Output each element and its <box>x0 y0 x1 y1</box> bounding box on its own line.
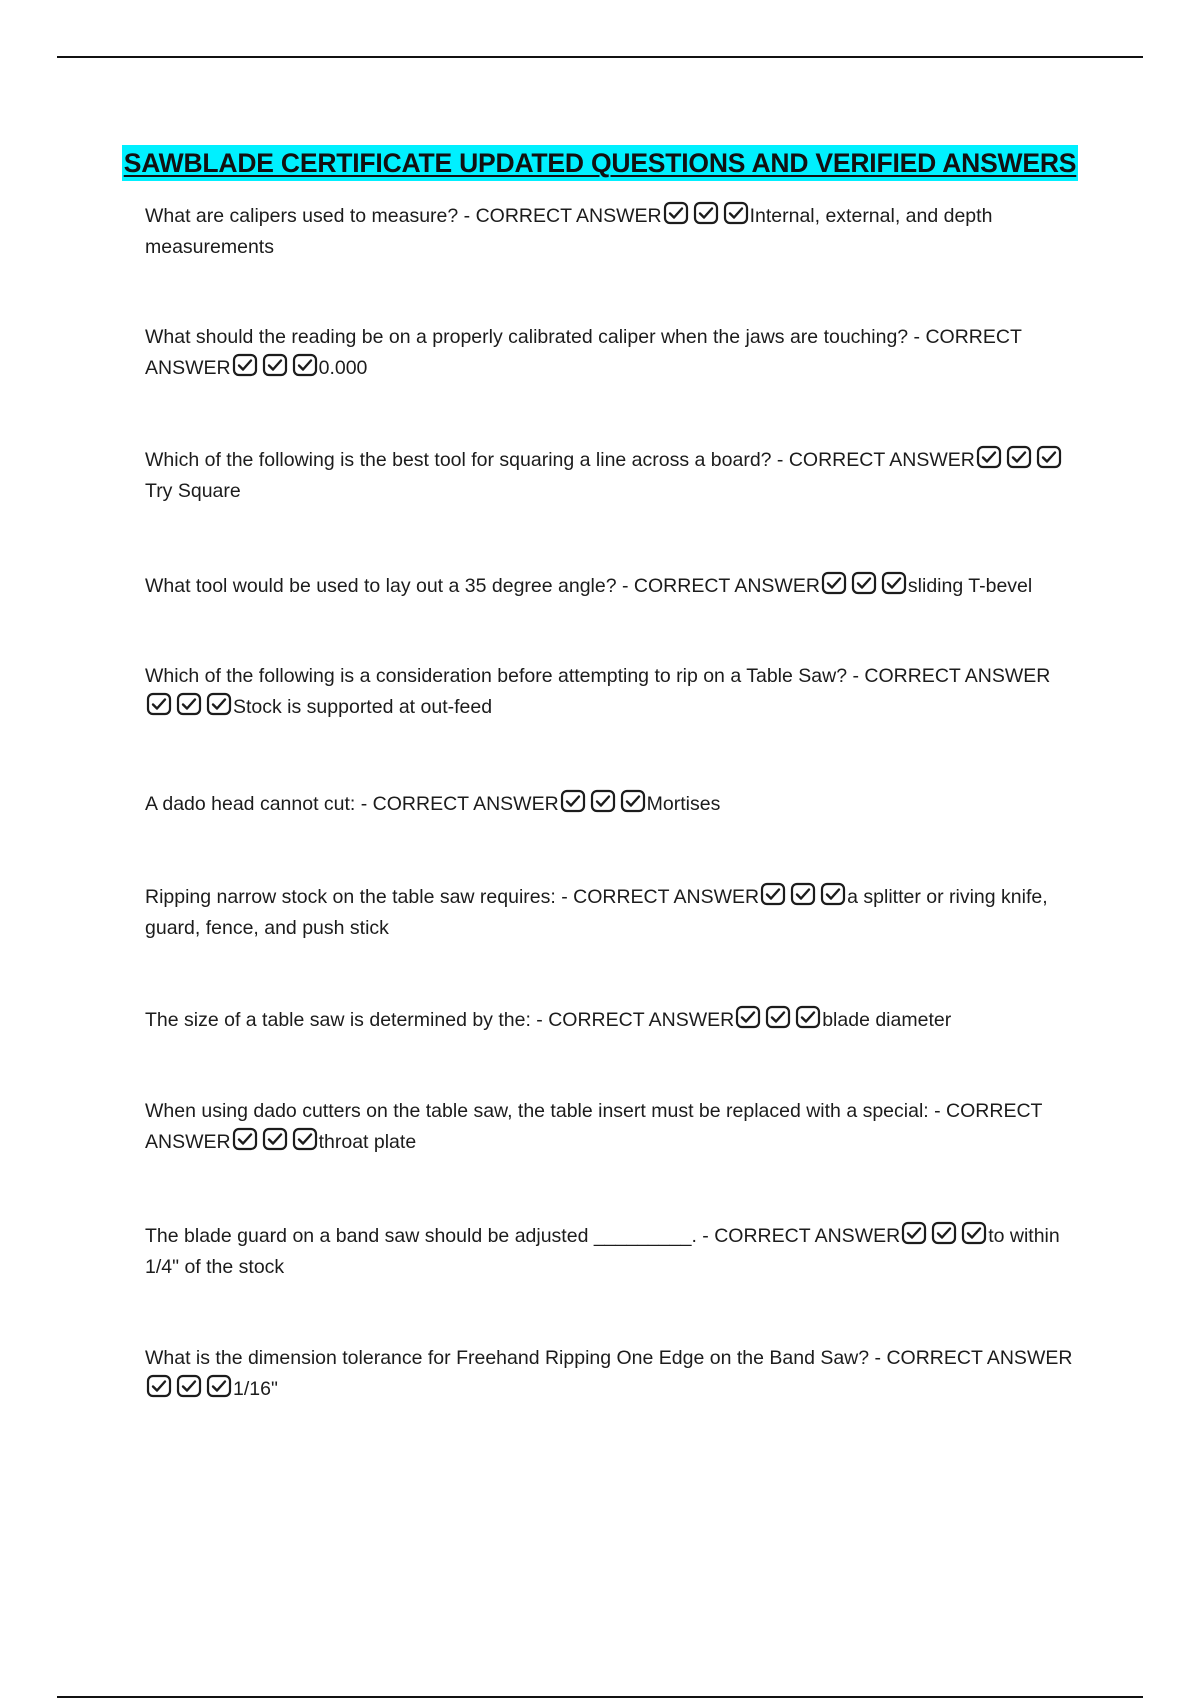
answer-marker: - CORRECT ANSWER <box>458 205 662 227</box>
answer-marker: - CORRECT ANSWER <box>530 1009 735 1031</box>
check-box-icon <box>292 1127 318 1151</box>
bottom-rule <box>57 1696 1143 1698</box>
question-text: The blade guard on a band saw should be adjusted _________. <box>145 1225 697 1247</box>
answer-marker: - CORRECT ANSWER <box>145 1100 1043 1153</box>
check-box-icon <box>795 1005 821 1029</box>
answer-checkmarks <box>663 201 749 225</box>
question-text: What should the reading be on a properly calibrated caliper when the jaws are touching? <box>145 326 909 348</box>
answer-marker: - CORRECT ANSWER <box>145 326 1022 379</box>
question-text: Which of the following is a consideration before attempting to rip on a Table Saw? <box>145 665 848 687</box>
answer-text: 1/16" <box>233 1378 278 1400</box>
answer-marker: - CORRECT ANSWER <box>869 1347 1073 1369</box>
answer-marker: - CORRECT ANSWER <box>555 886 760 908</box>
title-wrap <box>0 145 1200 181</box>
answer-text: a splitter or riving knife, guard, fence, and push stick <box>145 886 1048 939</box>
check-box-icon <box>976 445 1002 469</box>
answer-marker: - CORRECT ANSWER <box>847 665 1051 687</box>
answer-text: Try Square <box>145 480 241 502</box>
qa-item <box>145 1096 1075 1158</box>
check-box-icon <box>232 1127 258 1151</box>
check-box-icon <box>723 201 749 225</box>
question-text: When using dado cutters on the table saw, the table insert must be replaced with a special: <box>145 1100 929 1122</box>
check-box-icon <box>820 882 846 906</box>
answer-text: blade diameter <box>822 1009 952 1031</box>
answer-checkmarks <box>760 882 846 906</box>
check-box-icon <box>292 353 318 377</box>
check-box-icon <box>931 1221 957 1245</box>
answer-marker: - CORRECT ANSWER <box>771 449 975 471</box>
check-box-icon <box>146 1374 172 1398</box>
answer-marker: - CORRECT ANSWER <box>616 575 820 597</box>
answer-text: 0.000 <box>318 357 368 379</box>
check-box-icon <box>851 571 877 595</box>
check-box-icon <box>693 201 719 225</box>
check-box-icon <box>881 571 907 595</box>
document-title: SAWBLADE CERTIFICATE UPDATED QUESTIONS AND VERIFIED ANSWERS <box>122 145 1079 181</box>
question-text: A dado head cannot cut: <box>145 793 356 815</box>
check-box-icon <box>1006 445 1032 469</box>
check-box-icon <box>735 1005 761 1029</box>
answer-text: Stock is supported at out-feed <box>233 696 493 718</box>
check-box-icon <box>262 353 288 377</box>
question-text: The size of a table saw is determined by the: <box>145 1009 531 1031</box>
answer-checkmarks <box>232 353 318 377</box>
answer-text: sliding T-bevel <box>907 575 1033 597</box>
qa-item <box>145 882 1075 944</box>
answer-text: Mortises <box>646 793 721 815</box>
answer-checkmarks <box>976 445 1062 469</box>
check-box-icon <box>146 692 172 716</box>
qa-item <box>145 789 1075 820</box>
answer-text: throat plate <box>318 1131 417 1153</box>
qa-item <box>145 571 1075 602</box>
check-box-icon <box>262 1127 288 1151</box>
question-text: Which of the following is the best tool for squaring a line across a board? <box>145 449 772 471</box>
check-box-icon <box>232 353 258 377</box>
answer-checkmarks <box>146 692 232 716</box>
check-box-icon <box>206 1374 232 1398</box>
answer-checkmarks <box>821 571 907 595</box>
check-box-icon <box>590 789 616 813</box>
answer-checkmarks <box>232 1127 318 1151</box>
qa-item <box>145 1343 1075 1405</box>
answer-checkmarks <box>735 1005 821 1029</box>
qa-item <box>145 201 1075 263</box>
answer-checkmarks <box>901 1221 987 1245</box>
answer-marker: - CORRECT ANSWER <box>696 1225 901 1247</box>
qa-item <box>145 445 1075 507</box>
top-rule <box>57 56 1143 58</box>
qa-item <box>145 322 1075 384</box>
check-box-icon <box>620 789 646 813</box>
check-box-icon <box>760 882 786 906</box>
check-box-icon <box>206 692 232 716</box>
check-box-icon <box>560 789 586 813</box>
check-box-icon <box>790 882 816 906</box>
check-box-icon <box>1036 445 1062 469</box>
check-box-icon <box>821 571 847 595</box>
qa-item <box>145 1005 1075 1036</box>
answer-marker: - CORRECT ANSWER <box>355 793 559 815</box>
check-box-icon <box>176 692 202 716</box>
check-box-icon <box>961 1221 987 1245</box>
qa-item <box>145 1221 1075 1283</box>
qa-item <box>145 661 1075 723</box>
answer-checkmarks <box>560 789 646 813</box>
question-text: What tool would be used to lay out a 35 degree angle? <box>145 575 617 597</box>
answer-text: to within 1/4" of the stock <box>145 1225 1060 1278</box>
answer-text: Internal, external, and depth measurements <box>145 205 993 258</box>
answer-checkmarks <box>146 1374 232 1398</box>
question-text: What are calipers used to measure? <box>145 205 459 227</box>
check-box-icon <box>765 1005 791 1029</box>
question-text: What is the dimension tolerance for Freehand Ripping One Edge on the Band Saw? <box>145 1347 870 1369</box>
question-text: Ripping narrow stock on the table saw requires: <box>145 886 556 908</box>
check-box-icon <box>663 201 689 225</box>
check-box-icon <box>176 1374 202 1398</box>
check-box-icon <box>901 1221 927 1245</box>
